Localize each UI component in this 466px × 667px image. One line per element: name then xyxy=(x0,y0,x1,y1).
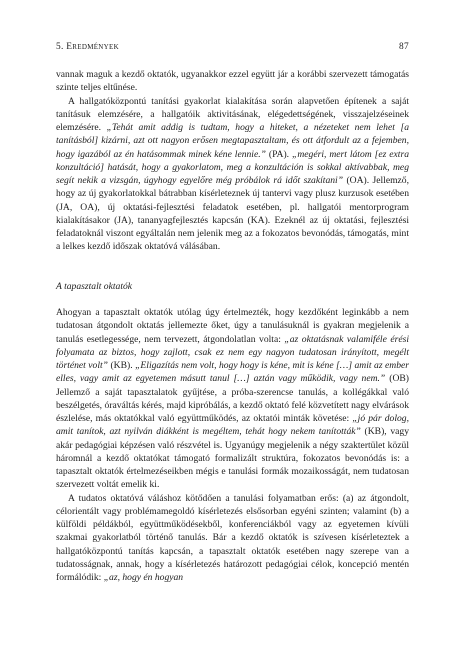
paragraph-text: (KB), vagy akár pedagógiai képzésen való részvétel is. Ugyanúgy megjelenik a négy szaktertület közül háromnál a kezdő oktatókat támogató formalizált struktúra, fokozatos bevonódás is: a tapasztalt oktatók értelmezéseikben mégis e tanulási formák mozaikosságát, nem tudatosan szervezett voltát emelik ki. xyxy=(56,426,410,491)
interview-quote: „megéri, mert látom [ez extra konzultáció] hatását, hogy a gyakorlatom, meg a konzultáción is sokkal aktívabbak, meg segít nekik a vizsgán, úgyhogy egyelőre még próbálok rá időt szakítani” xyxy=(56,148,409,186)
paragraph-tudatos xyxy=(56,492,409,585)
section-heading: A tapasztalt oktatók xyxy=(56,280,133,292)
paragraph-hallgatokozpontu xyxy=(56,95,409,254)
paragraph-tapasztalt xyxy=(56,306,409,492)
paragraph-text: A hallgatóközpontú tanítási gyakorlat kialakítása során alapvetően építenek a saját tanításuk elemzésére, a hallgatóik aktivitásának, elégedettségének, visszajelzéseinek elemzésére. xyxy=(56,95,409,133)
paragraph-text: A tudatos oktatóvá váláshoz kötődően a tanulási folyamatban erős: (a) az átgondolt, célorientált vagy problémamegoldó kísérletezés elsősorban egyéni szinten; valamint (b) a külföldi példákból, együttműködésekből, konferenciákból vagy az egyetemen kívüli szakmai gyakorlatból történő tanulás. Bár a kezdő oktatók is szívesen kísérleteztek a hallgatóközpontú tanítás kapcsán, a tapasztalt oktatók esetében nagy szerepe van a tudatosságnak, annak, hogy a kísérletezés határozott pedagógiai célok, koncepció mentén formálódik: xyxy=(56,492,409,583)
interview-quote: „az, hogy én hogyan xyxy=(103,572,184,583)
paragraph-text: (OA). Jellemző, hogy az új gyakorlatokkal bátrabban kísérleteznek új tantervi vagy plusz kurzusok esetében (JA, OA), új oktatási-fejlesztési feladatok esetében, pl. hallgatói mentorprogram kialakításakor (JA), tananyagfejlesztés kapcsán (KA). Ezeknél az új oktatási, fejlesztési feladatoknál viszont egyáltalán nem jelenik meg az a fokozatos bevonódás, támogatás, mint a lelkes kezdő időszak oktatóvá válásában. xyxy=(56,175,409,253)
interview-quote: „Eligazítás nem volt, hogy hogy is kéne, mit is kéne […] amit az ember elles, vagy amit az egyetemen másutt tanul […] aztán vagy működik, vagy nem.” xyxy=(56,360,409,385)
paragraph-text: Ahogyan a tapasztalt oktatók utólag úgy értelmezték, hogy kezdőként leginkább a nem tudatosan átgondolt oktatás jellemezte őket, úgy a tanulásuknál is gyakran megjelenik a tanulás esetlegessége, nem tervezett, átgondolatlan volta: xyxy=(56,307,409,345)
page-body xyxy=(56,68,409,584)
chapter-title: 5. Eredmények xyxy=(56,42,119,52)
paragraph-text: (KB). xyxy=(108,360,136,371)
paragraph-text: (OB) Jellemző a saját tapasztalatok gyűjtése, a próba-szerencse tanulás, a kollégákkal való beszélgetés, óraváltás kérés, majd kipróbálás, a kezdő oktató felé közvetített nagy elvárások észlelése, más oktatókkal való együttműködés, az oktatói minták követése: xyxy=(56,373,409,424)
interview-quote: „jó pár dolog, amit tanítok, azt nyilván diákként is megéltem, tehát hogy nekem tanították” xyxy=(56,413,409,438)
paragraph-continuation: vannak maguk a kezdő oktatók, ugyanakkor ezzel együtt jár a korábbi szervezett támogatás szinte teljes eltűnése. xyxy=(56,69,409,94)
interview-quote: „az oktatásnak valamiféle érési folyamata az biztos, hogy zajlott, csak ez nem egy nagyon tudatosan irányított, megélt történet volt” xyxy=(56,333,409,371)
page-number: 87 xyxy=(399,42,409,52)
paragraph-text: (PA). xyxy=(265,148,293,160)
interview-quote: „Tehát amit addig is tudtam, hogy a hiteket, a nézeteket nem lehet [a tanításból] kizárni, azt ott nagyon erősen megtapasztaltam, és ott átfordult az a fejemben, hogy igazából az én hatásommak minek kéne lennie.” xyxy=(56,122,409,160)
